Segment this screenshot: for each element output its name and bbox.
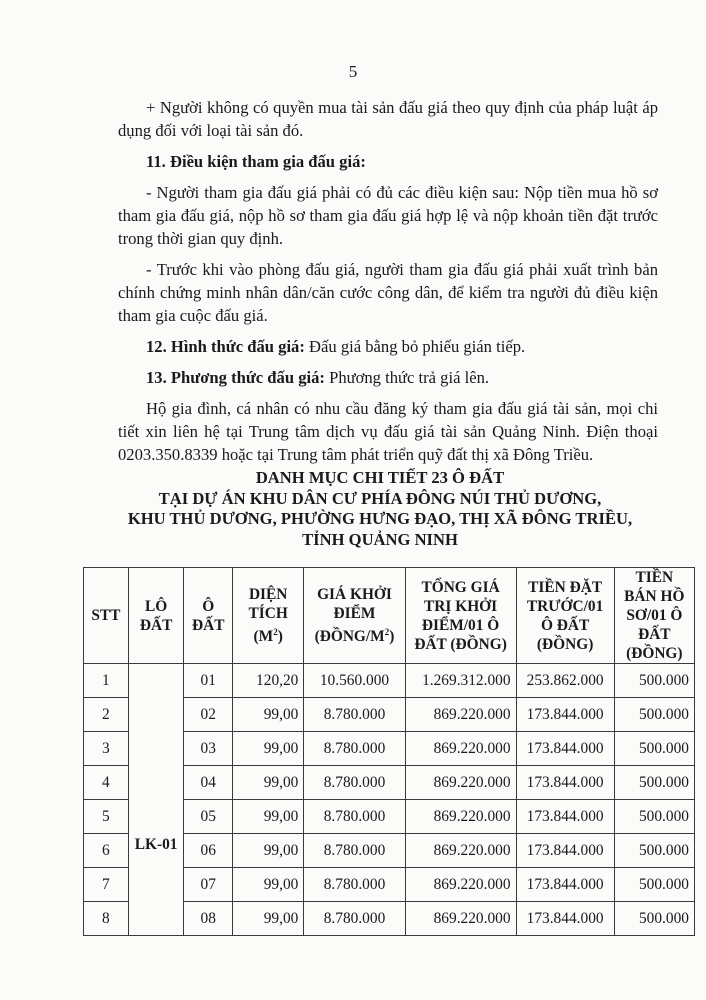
cell-o-dat: 08: [184, 902, 233, 936]
title-line: TỈNH QUẢNG NINH: [302, 529, 458, 549]
section-13: [118, 366, 658, 389]
superscript: 2: [384, 626, 390, 637]
header-dien-tich: [233, 568, 304, 664]
cell-dien-tich: 99,00: [233, 766, 304, 800]
header-text: ): [389, 628, 395, 646]
cell-tien-dat-truoc: 173.844.000: [516, 902, 614, 936]
header-o-dat: Ô ĐẤT: [184, 568, 233, 664]
header-text: GIÁ KHỞI ĐIỂM (ĐỒNG/M: [314, 585, 392, 646]
cell-stt: 3: [84, 732, 129, 766]
paragraph-text: - Người tham gia đấu giá phải có đủ các điều kiện sau: Nộp tiền mua hồ sơ tham gia đấu giá, nộp hồ sơ tham gia đấu giá hợp lệ và nộp khoản tiền đặt trước trong thời gian quy định.: [118, 183, 658, 248]
cell-stt: 4: [84, 766, 129, 800]
cell-gia-khoi-diem: 8.780.000: [304, 902, 405, 936]
contact-paragraph: [118, 397, 658, 466]
cell-tien-ban-ho-so: 500.000: [614, 868, 694, 902]
cell-gia-khoi-diem: 8.780.000: [304, 732, 405, 766]
land-lots-table: [83, 567, 695, 936]
cell-o-dat: 04: [184, 766, 233, 800]
cell-tien-ban-ho-so: 500.000: [614, 766, 694, 800]
section-12: [118, 335, 658, 358]
cell-tien-ban-ho-so: 500.000: [614, 800, 694, 834]
cell-tong-gia-tri: 869.220.000: [405, 766, 516, 800]
cell-stt: 1: [84, 664, 129, 698]
paragraph-text: Đấu giá bằng bỏ phiếu gián tiếp.: [304, 337, 526, 356]
header-gia-khoi-diem: [304, 568, 405, 664]
cell-stt: 2: [84, 698, 129, 732]
cell-gia-khoi-diem: 8.780.000: [304, 800, 405, 834]
paragraph-heading: 12. Hình thức đấu giá:: [146, 337, 305, 356]
cell-tien-dat-truoc: 173.844.000: [516, 800, 614, 834]
cell-stt: 8: [84, 902, 129, 936]
header-lo-dat: LÔ ĐẤT: [128, 568, 184, 664]
cell-dien-tich: 120,20: [233, 664, 304, 698]
cell-tong-gia-tri: 1.269.312.000: [405, 664, 516, 698]
cell-o-dat: 03: [184, 732, 233, 766]
cell-o-dat: 06: [184, 834, 233, 868]
cell-tien-ban-ho-so: 500.000: [614, 732, 694, 766]
cell-stt: 7: [84, 868, 129, 902]
cell-tien-dat-truoc: 173.844.000: [516, 868, 614, 902]
cell-o-dat: 07: [184, 868, 233, 902]
cell-lo-dat: LK-01: [128, 664, 184, 936]
paragraph-heading: 11. Điều kiện tham gia đấu giá:: [146, 152, 366, 171]
body-text: [118, 96, 658, 474]
cell-gia-khoi-diem: 10.560.000: [304, 664, 405, 698]
cell-tien-ban-ho-so: 500.000: [614, 902, 694, 936]
cell-tien-ban-ho-so: 500.000: [614, 664, 694, 698]
cell-dien-tich: 99,00: [233, 698, 304, 732]
cell-dien-tich: 99,00: [233, 902, 304, 936]
cell-gia-khoi-diem: 8.780.000: [304, 698, 405, 732]
header-text: ): [277, 628, 283, 646]
cell-tien-dat-truoc: 173.844.000: [516, 766, 614, 800]
title-line: TẠI DỰ ÁN KHU DÂN CƯ PHÍA ĐÔNG NÚI THỦ DƯƠNG,: [158, 488, 602, 508]
cell-tien-dat-truoc: 173.844.000: [516, 834, 614, 868]
cell-tien-ban-ho-so: 500.000: [614, 698, 694, 732]
cell-o-dat: 02: [184, 698, 233, 732]
header-text: DIỆN TÍCH (M: [248, 585, 288, 646]
cell-tien-ban-ho-so: 500.000: [614, 834, 694, 868]
cell-stt: 5: [84, 800, 129, 834]
paragraph: [118, 181, 658, 250]
cell-o-dat: 05: [184, 800, 233, 834]
cell-dien-tich: 99,00: [233, 868, 304, 902]
cell-tien-dat-truoc: 253.862.000: [516, 664, 614, 698]
cell-stt: 6: [84, 834, 129, 868]
title-line: KHU THỦ DƯƠNG, PHƯỜNG HƯNG ĐẠO, THỊ XÃ ĐÔNG TRIỀU,: [127, 509, 633, 528]
table-header-row: [84, 568, 695, 664]
paragraph-text: + Người không có quyền mua tài sản đấu giá theo quy định của pháp luật áp dụng đối với loại tài sản đó.: [118, 98, 658, 140]
cell-gia-khoi-diem: 8.780.000: [304, 834, 405, 868]
cell-dien-tich: 99,00: [233, 834, 304, 868]
paragraph-heading: 13. Phương thức đấu giá:: [146, 368, 325, 387]
header-tien-dat-truoc: TIỀN ĐẶT TRƯỚC/01 Ô ĐẤT (ĐỒNG): [516, 568, 614, 664]
title-line: DANH MỤC CHI TIẾT 23 Ô ĐẤT: [255, 468, 505, 487]
cell-dien-tich: 99,00: [233, 732, 304, 766]
table-title: [80, 468, 680, 550]
section-11-heading: [118, 150, 658, 173]
header-tien-ban-ho-so: TIỀN BÁN HỒ SƠ/01 Ô ĐẤT (ĐỒNG): [614, 568, 694, 664]
cell-dien-tich: 99,00: [233, 800, 304, 834]
superscript: 2: [273, 626, 278, 637]
cell-tong-gia-tri: 869.220.000: [405, 868, 516, 902]
cell-tong-gia-tri: 869.220.000: [405, 800, 516, 834]
cell-gia-khoi-diem: 8.780.000: [304, 766, 405, 800]
paragraph: [118, 96, 658, 142]
cell-tong-gia-tri: 869.220.000: [405, 698, 516, 732]
header-tong-gia-tri: TỔNG GIÁ TRỊ KHỞI ĐIỂM/01 Ô ĐẤT (ĐỒNG): [405, 568, 516, 664]
cell-tong-gia-tri: 869.220.000: [405, 732, 516, 766]
cell-tong-gia-tri: 869.220.000: [405, 902, 516, 936]
paragraph-text: Hộ gia đình, cá nhân có nhu cầu đăng ký tham gia đấu giá tài sản, mọi chi tiết xin liên hệ tại Trung tâm dịch vụ đấu giá tài sản Quảng Ninh. Điện thoại 0203.350.8339 hoặc tại Trung tâm phát triển quỹ đất thị xã Đông Triều.: [118, 399, 658, 464]
table-row: [84, 664, 695, 698]
header-stt: STT: [84, 568, 129, 664]
cell-tien-dat-truoc: 173.844.000: [516, 698, 614, 732]
page-number: 5: [348, 62, 358, 81]
cell-tong-gia-tri: 869.220.000: [405, 834, 516, 868]
paragraph: [118, 258, 658, 327]
cell-gia-khoi-diem: 8.780.000: [304, 868, 405, 902]
paragraph-text: Phương thức trả giá lên.: [324, 368, 490, 387]
paragraph-text: - Trước khi vào phòng đấu giá, người tham gia đấu giá phải xuất trình bản chính chứng minh nhân dân/căn cước công dân, để kiểm tra người đủ điều kiện tham gia cuộc đấu giá.: [118, 260, 658, 325]
cell-tien-dat-truoc: 173.844.000: [516, 732, 614, 766]
cell-o-dat: 01: [184, 664, 233, 698]
